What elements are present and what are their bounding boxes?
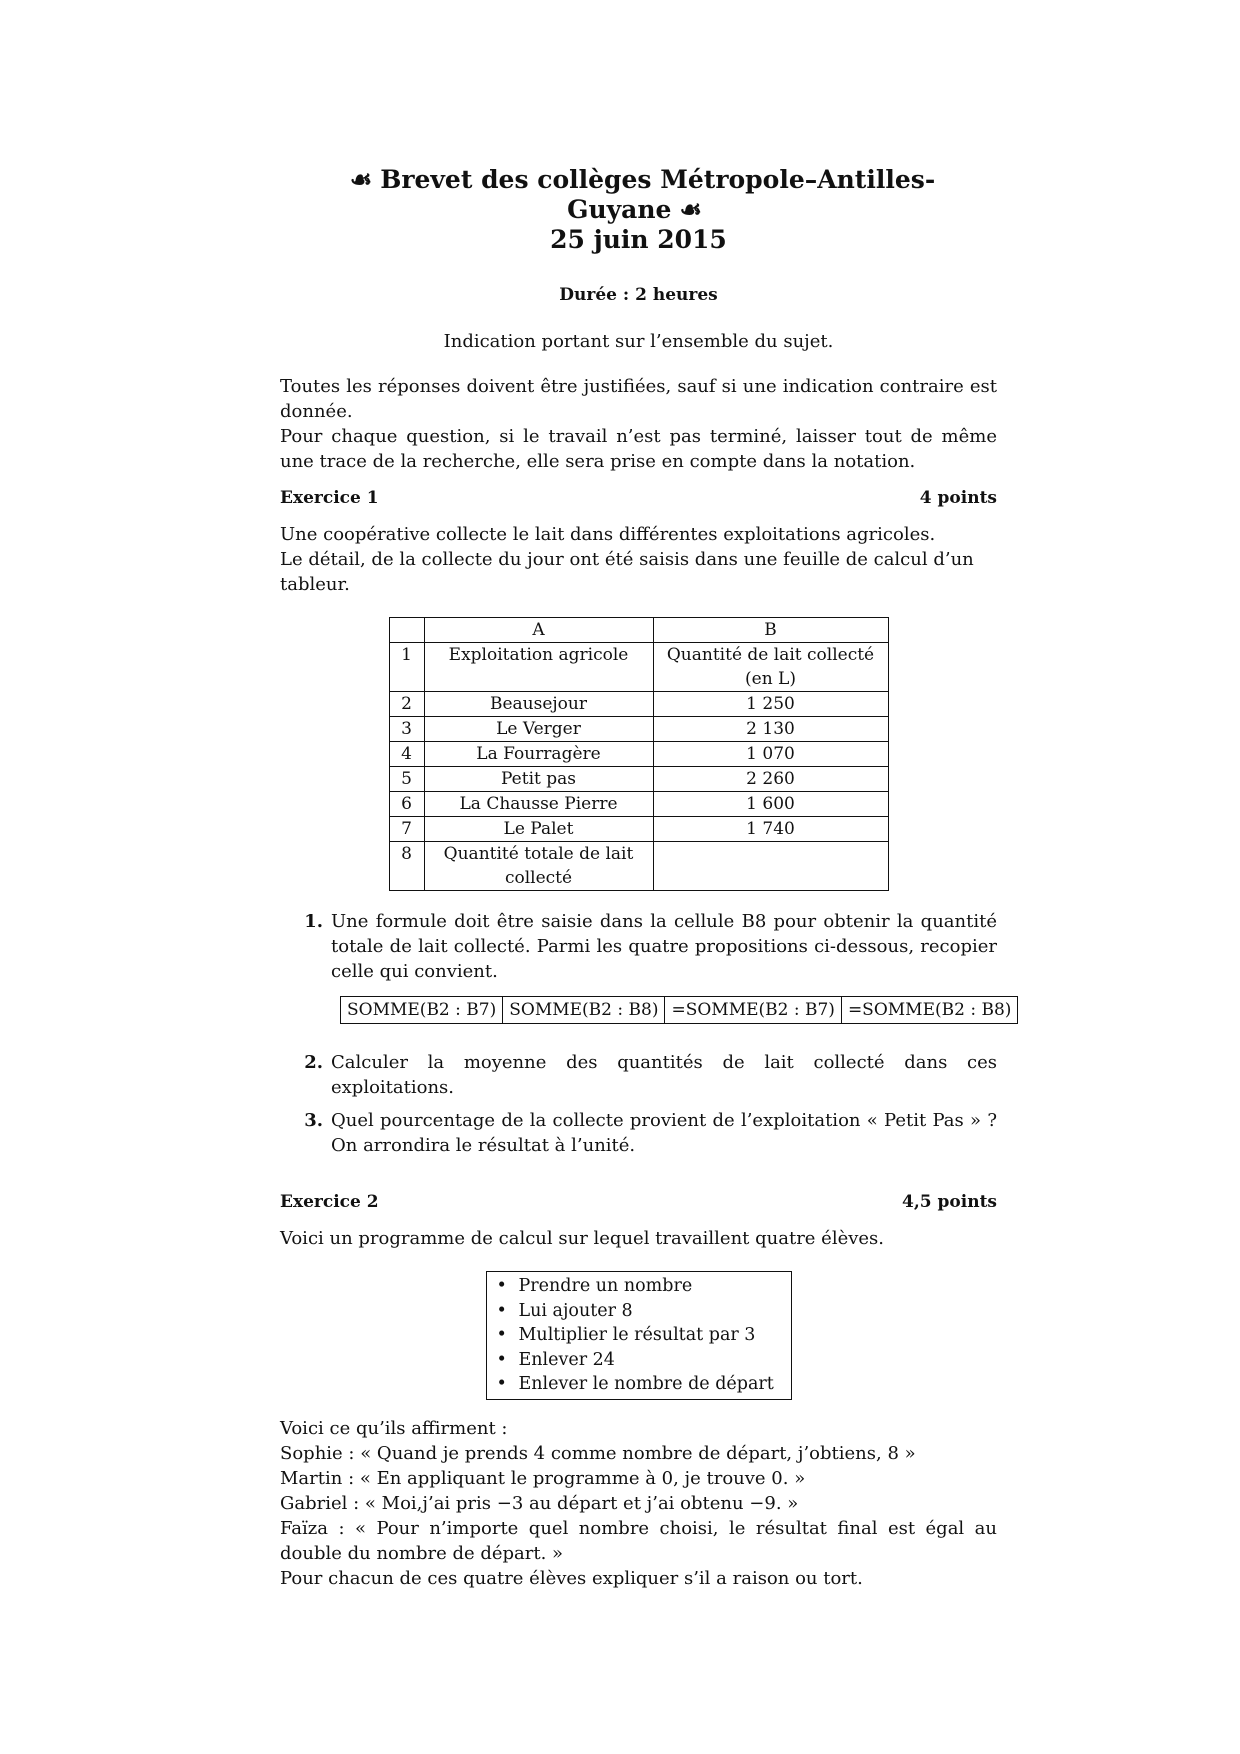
table-row [389,842,888,891]
student-claims [280,1416,997,1591]
program-step: • Enlever 24 [497,1348,781,1373]
row-number: 2 [389,692,424,717]
claim-sophie: Sophie : « Quand je prends 4 comme nombre de départ, j’obtiens, 8 » [280,1442,916,1464]
row-number: 4 [389,742,424,767]
cell-b: 2 260 [653,767,888,792]
table-row [389,817,888,842]
exercise2-intro-text: Voici un programme de calcul sur lequel travaillent quatre élèves. [280,1228,885,1249]
cell-b: 2 130 [653,717,888,742]
cell-b: 1 600 [653,792,888,817]
proposition-1: SOMME(B2 : B7) [341,997,503,1024]
program-step: • Lui ajouter 8 [497,1299,781,1324]
column-header-b: B [653,618,888,643]
table-row [389,792,888,817]
cell-b: 1 070 [653,742,888,767]
proposition-4: =SOMME(B2 : B8) [841,997,1017,1024]
indication-heading: Indication portant sur l’ensemble du sujet. [443,331,834,352]
bullet-icon: • [496,1300,507,1321]
corner-cell [389,618,424,643]
intro-line2: Pour chaque question, si le travail n’est pas terminé, laisser tout de même une trace de la recherche, elle sera prise en compte dans la notation. [280,426,997,472]
table-header-row [389,618,888,643]
claim-gabriel: Gabriel : « Moi,j’ai pris −3 au départ et j’ai obtenu −9. » [280,1492,799,1514]
exercise1-header [280,488,997,508]
ornament-left-icon: ☙ [349,165,373,194]
proposition-3: =SOMME(B2 : B7) [665,997,841,1024]
column-header-a: A [424,618,653,643]
bullet-icon: • [496,1374,507,1394]
exercise1-intro [280,522,997,597]
exercise1-questions-cont [280,1050,997,1158]
cell-b: Quantité de lait collecté (en L) [653,643,888,692]
question-number: 2. [304,1052,323,1073]
question-number: 3. [304,1110,323,1131]
cell-a: La Fourragère [424,742,653,767]
spreadsheet-table [389,617,889,891]
table-row [389,767,888,792]
exam-title [280,165,997,225]
table-row [389,643,888,692]
cell-a: Le Verger [424,717,653,742]
table-row [389,692,888,717]
exercise2-intro [280,1226,997,1251]
intro-instructions [280,374,997,474]
exercise1-points: 4 points [919,488,997,508]
question-number: 1. [304,911,323,932]
row-number: 7 [389,817,424,842]
title-line1: Brevet des collèges Métropole–Antilles-Guyane [380,165,936,224]
claims-intro: Voici ce qu’ils affirment : [280,1417,508,1439]
proposition-2: SOMME(B2 : B8) [503,997,665,1024]
exam-page [280,165,1012,1591]
exercise1-text1: Une coopérative collecte le lait dans différentes exploitations agricoles. [280,524,936,545]
row-number: 6 [389,792,424,817]
claim-martin: Martin : « En appliquant le programme à 0, je trouve 0. » [280,1467,806,1489]
table-row [389,742,888,767]
table-row [389,717,888,742]
row-number: 5 [389,767,424,792]
row-number: 8 [389,842,424,891]
cell-b: 1 740 [653,817,888,842]
cell-a: Quantité totale de lait collecté [424,842,653,891]
intro-line1: Toutes les réponses doivent être justifiées, sauf si une indication contraire est donnée. [280,376,997,422]
cell-b: 1 250 [653,692,888,717]
question-text: Quel pourcentage de la collecte provient de l’exploitation « Petit Pas » ? On arrondira le résultat à l’unité. [331,1110,997,1156]
ornament-right-icon: ☙ [679,195,702,224]
exercise1-text2: Le détail, de la collecte du jour ont été saisis dans une feuille de calcul d’un tableur. [280,549,974,595]
question-text: Calculer la moyenne des quantités de lait collecté dans ces exploitations. [331,1052,997,1098]
question-1 [280,909,997,984]
cell-b-total [653,842,888,891]
calculation-program-box [486,1271,792,1400]
exercise2-question: Pour chacun de ces quatre élèves expliquer s’il a raison ou tort. [280,1567,863,1589]
bullet-icon: • [496,1325,507,1345]
program-step: • Prendre un nombre [497,1274,781,1299]
program-step: • Multiplier le résultat par 3 [497,1323,781,1348]
claim-faiza: Faïza : « Pour n’importe quel nombre choisi, le résultat final est égal au double du nombre de départ. » [280,1517,997,1564]
bullet-icon: • [496,1276,507,1296]
exercise2-title: Exercice 2 [280,1192,379,1212]
exercise1-questions [280,909,997,984]
row-number: 1 [389,643,424,692]
exercise2-header [280,1192,997,1212]
bullet-icon: • [496,1349,507,1370]
cell-a: Petit pas [424,767,653,792]
row-number: 3 [389,717,424,742]
cell-a: La Chausse Pierre [424,792,653,817]
exam-duration: Durée : 2 heures [559,285,718,305]
exam-date: 25 juin 2015 [550,225,727,254]
cell-a: Beausejour [424,692,653,717]
exercise2-points: 4,5 points [902,1192,997,1212]
question-2 [280,1050,997,1100]
question-text: Une formule doit être saisie dans la cellule B8 pour obtenir la quantité totale de lait collecté. Parmi les quatre propositions ci-dessous, recopier celle qui convient. [331,911,997,982]
cell-a: Le Palet [424,817,653,842]
formula-propositions [340,996,1018,1024]
program-step: • Enlever le nombre de départ [497,1372,781,1397]
cell-a: Exploitation agricole [424,643,653,692]
exercise1-title: Exercice 1 [280,488,379,508]
question-3 [280,1108,997,1158]
